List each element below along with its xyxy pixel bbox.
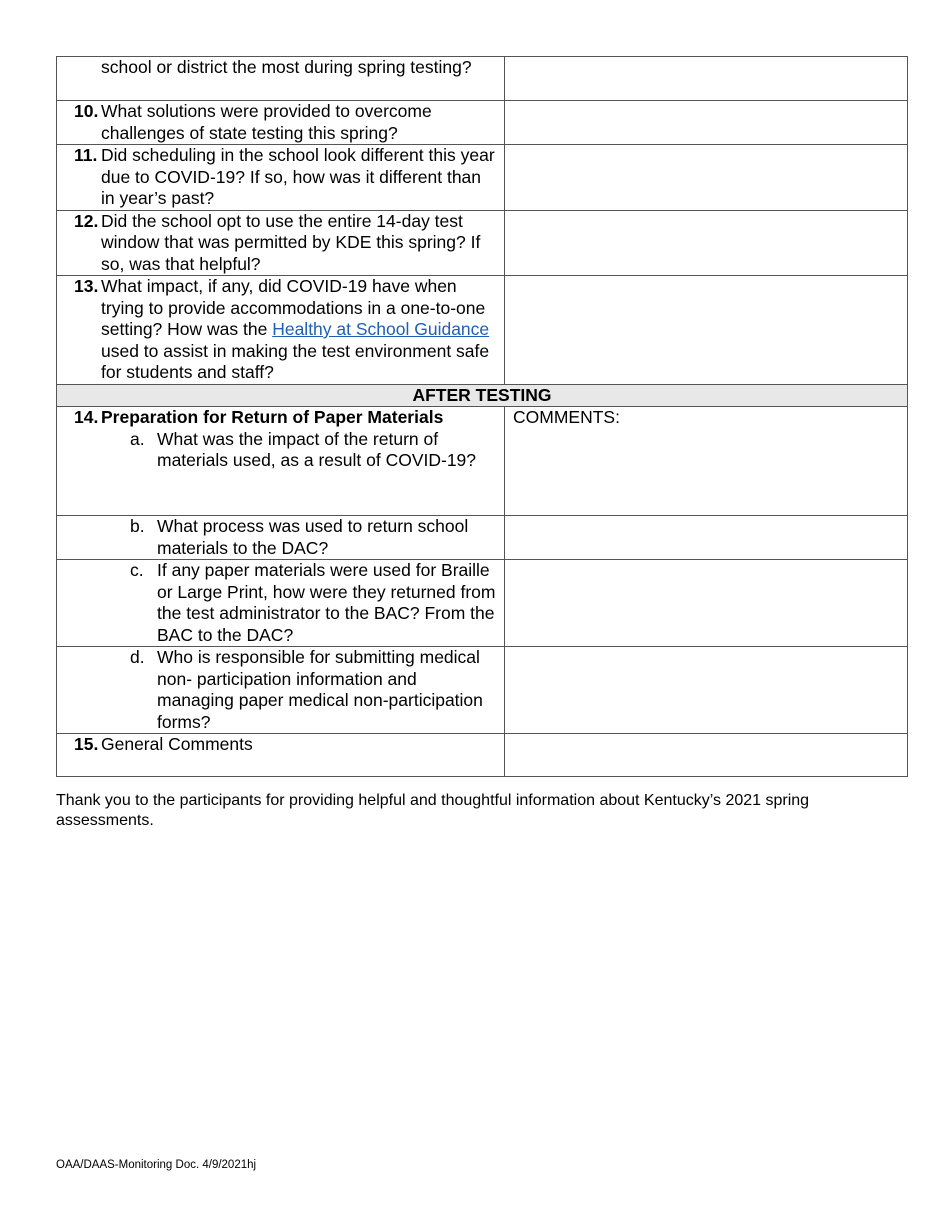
- question-number: 11.: [74, 145, 98, 165]
- answer-cell: [505, 57, 908, 101]
- question-text: What solutions were provided to overcome challenges of state testing this spring?: [101, 101, 432, 143]
- question-text: Did the school opt to use the entire 14-day test window that was permitted by KDE this spring? If so, was that helpful?: [101, 210, 481, 274]
- question-number: 10.: [74, 101, 99, 121]
- question-number: 14.: [74, 407, 99, 427]
- answer-cell: [505, 101, 908, 145]
- item-letter: a.: [130, 428, 145, 449]
- answer-cell: [505, 516, 908, 560]
- comments-label: COMMENTS:: [513, 407, 620, 427]
- table-row: [57, 560, 908, 647]
- answer-cell: [505, 734, 908, 777]
- question-cell: [57, 57, 505, 101]
- question-cell: [57, 734, 505, 777]
- question-text-start: What impact, if any, did COVID-19 have when trying to provide accommodations in a one-to-one setting? How was the: [101, 276, 486, 339]
- answer-cell: [505, 407, 908, 516]
- question-text: school or district the most during spring testing?: [101, 57, 472, 77]
- question-number: 13.: [74, 276, 99, 296]
- question-cell: [57, 647, 505, 734]
- table-row: [57, 647, 908, 734]
- answer-cell: [505, 647, 908, 734]
- question-cell: [57, 276, 505, 385]
- thank-you-note: Thank you to the participants for providing helpful and thoughtful information about Kentucky’s 2021 spring assessments.: [56, 792, 810, 829]
- table-row: [57, 276, 908, 385]
- question-cell: [57, 101, 505, 145]
- question-number: 12.: [74, 210, 99, 231]
- question-title: Preparation for Return of Paper Materials: [101, 407, 444, 427]
- answer-cell: [505, 145, 908, 211]
- healthy-at-school-guidance-link[interactable]: Healthy at School Guidance: [272, 319, 490, 339]
- item-text: Who is responsible for submitting medical non- participation information and managing paper medical non-participation forms?: [157, 647, 483, 732]
- item-letter: c.: [130, 560, 144, 580]
- question-cell: [57, 516, 505, 560]
- table-row: [57, 57, 908, 101]
- item-text: What process was used to return school materials to the DAC?: [157, 516, 469, 558]
- table-row: [57, 101, 908, 145]
- table-row: [57, 734, 908, 777]
- question-cell: [57, 210, 505, 276]
- table-row: [57, 516, 908, 560]
- item-text: What was the impact of the return of materials used, as a result of COVID-19?: [157, 428, 477, 470]
- table-row: [57, 145, 908, 211]
- question-text: Did scheduling in the school look different this year due to COVID-19? If so, how was it different than in year’s past?: [101, 145, 495, 208]
- answer-cell: [505, 210, 908, 276]
- question-number: 15.: [74, 734, 99, 754]
- item-letter: d.: [130, 647, 145, 667]
- item-letter: b.: [130, 516, 145, 536]
- question-cell: [57, 145, 505, 211]
- document-footer: OAA/DAAS-Monitoring Doc. 4/9/2021hj: [56, 1159, 257, 1171]
- question-text-end: used to assist in making the test environment safe for students and staff?: [101, 340, 490, 382]
- question-cell: [57, 407, 505, 516]
- table-row: [57, 210, 908, 276]
- question-text: General Comments: [101, 734, 253, 754]
- assessment-questions-table: [56, 56, 908, 777]
- after-testing-header: AFTER TESTING: [57, 384, 908, 407]
- question-cell: [57, 560, 505, 647]
- table-row: [57, 407, 908, 516]
- section-header-row: [57, 384, 908, 407]
- answer-cell: [505, 276, 908, 385]
- item-text: If any paper materials were used for Braille or Large Print, how were they returned from the test administrator to the BAC? From the BAC to the DAC?: [157, 560, 496, 645]
- answer-cell: [505, 560, 908, 647]
